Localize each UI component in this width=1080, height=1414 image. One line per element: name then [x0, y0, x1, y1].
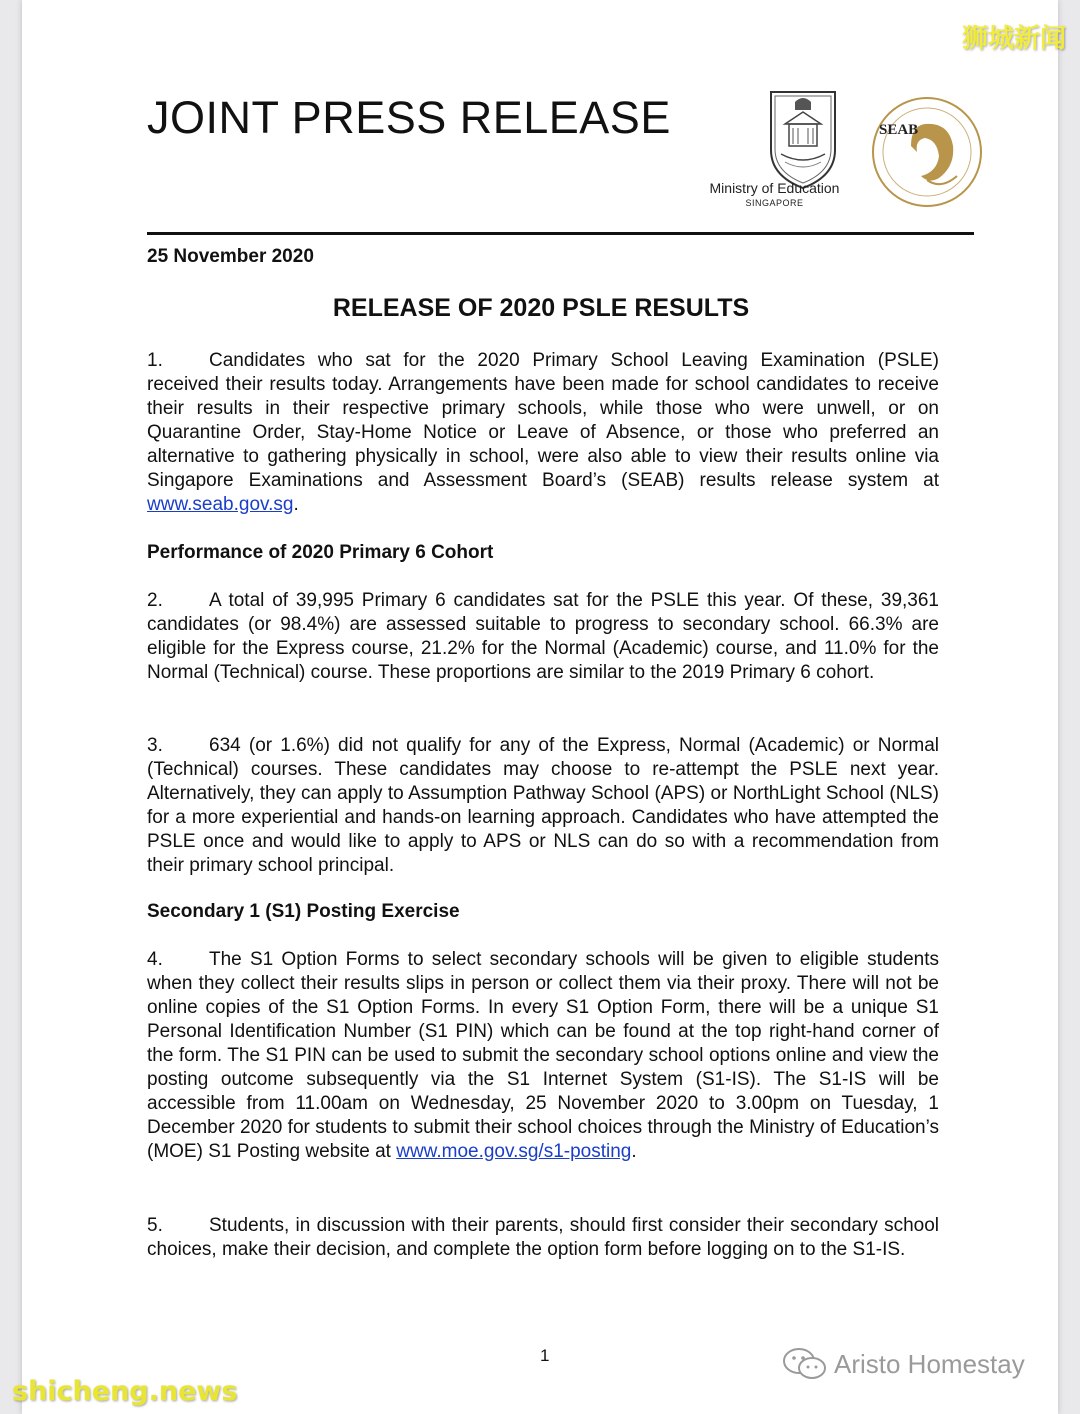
- paragraph-end: .: [631, 1141, 637, 1162]
- moe-name: Ministry of Education: [709, 180, 840, 196]
- seab-logo-icon: [867, 94, 987, 210]
- paragraph-number: 4.: [147, 949, 163, 970]
- watermark-bottom-left: shicheng.news: [12, 1376, 238, 1407]
- watermark-bottom-right: [782, 1346, 1025, 1382]
- subheading-s1-posting: Secondary 1 (S1) Posting Exercise: [147, 901, 460, 922]
- paragraph-text: 634 (or 1.6%) did not qualify for any of the Express, Normal (Academic) or Normal (Technical) courses. These candidates may choose to re-attempt the PSLE next year. Alternatively, they can apply to Assumption Pathway School (APS) or NorthLight School (NLS) for a more experiential and hands-on learning approach. Candidates who have attempted the PSLE once and would like to apply to APS or NLS can do so with a recommendation from their primary school principal.: [147, 735, 939, 876]
- page-number: 1: [540, 1346, 550, 1365]
- paragraph-text: A total of 39,995 Primary 6 candidates sat for the PSLE this year. Of these, 39,361 candidates (or 98.4%) are assessed suitable to progress to secondary school. 66.3% are eligible for the Express course, 21.2% for the Normal (Academic) course, and 11.0% for the Normal (Technical) course. These proportions are similar to the 2019 Primary 6 cohort.: [147, 590, 939, 683]
- paragraph-text: The S1 Option Forms to select secondary schools will be given to eligible students when they collect their results slips in person or collect them via their proxy. There will not be online copies of the S1 Option Forms. In every S1 Option Form, there will be a unique S1 Personal Identification Number (S1 PIN) which can be found at the top right-hand corner of the form. The S1 PIN can be used to submit the secondary school options online and view the posting outcome subsequently via the S1 Internet System (S1-IS). The S1-IS will be accessible from 11.00am on Wednesday, 25 November 2020 to 3.00pm on Tuesday, 1 December 2020 for students to submit their school choices through the Ministry of Education’s (MOE) S1 Posting website at: [147, 949, 939, 1162]
- watermark-text: Aristo Homestay: [834, 1348, 1025, 1379]
- paragraph-2: [147, 589, 939, 685]
- paragraph-end: .: [293, 494, 299, 515]
- document-page: [22, 0, 1058, 1414]
- seab-website-link[interactable]: www.seab.gov.sg: [147, 494, 294, 515]
- release-date: 25 November 2020: [147, 246, 314, 267]
- paragraph-text: Candidates who sat for the 2020 Primary School Leaving Examination (PSLE) received their results today. Arrangements have been made for school candidates to receive their results in their respective primary schools, while those who were unwell, or on Quarantine Order, Stay-Home Notice or Leave of Absence, or those who preferred an alternative to gathering physically in school, were also able to view their results online via Singapore Examinations and Assessment Board’s (SEAB) results release system at: [147, 350, 939, 491]
- paragraph-number: 3.: [147, 735, 163, 756]
- paragraph-number: 1.: [147, 350, 163, 371]
- watermark-top-right: 狮城新闻: [961, 24, 1066, 54]
- seab-wordmark: SEAB: [879, 122, 919, 138]
- release-heading: RELEASE OF 2020 PSLE RESULTS: [332, 294, 750, 322]
- moe-country: SINGAPORE: [745, 198, 804, 208]
- subheading-performance: Performance of 2020 Primary 6 Cohort: [147, 542, 494, 563]
- paragraph-text: Students, in discussion with their parents, should first consider their secondary school choices, make their decision, and complete the option form before logging on to the S1-IS.: [147, 1215, 939, 1260]
- paragraph-number: 5.: [147, 1215, 163, 1236]
- paragraph-1: [147, 349, 939, 517]
- header-divider: [147, 232, 974, 235]
- paragraph-3: [147, 734, 939, 878]
- paragraph-4: [147, 948, 939, 1164]
- wechat-icon: [782, 1346, 828, 1382]
- press-release-title: JOINT PRESS RELEASE: [147, 92, 671, 143]
- moe-s1-posting-link[interactable]: www.moe.gov.sg/s1-posting: [396, 1141, 632, 1162]
- paragraph-5: [147, 1214, 939, 1262]
- paragraph-number: 2.: [147, 590, 163, 611]
